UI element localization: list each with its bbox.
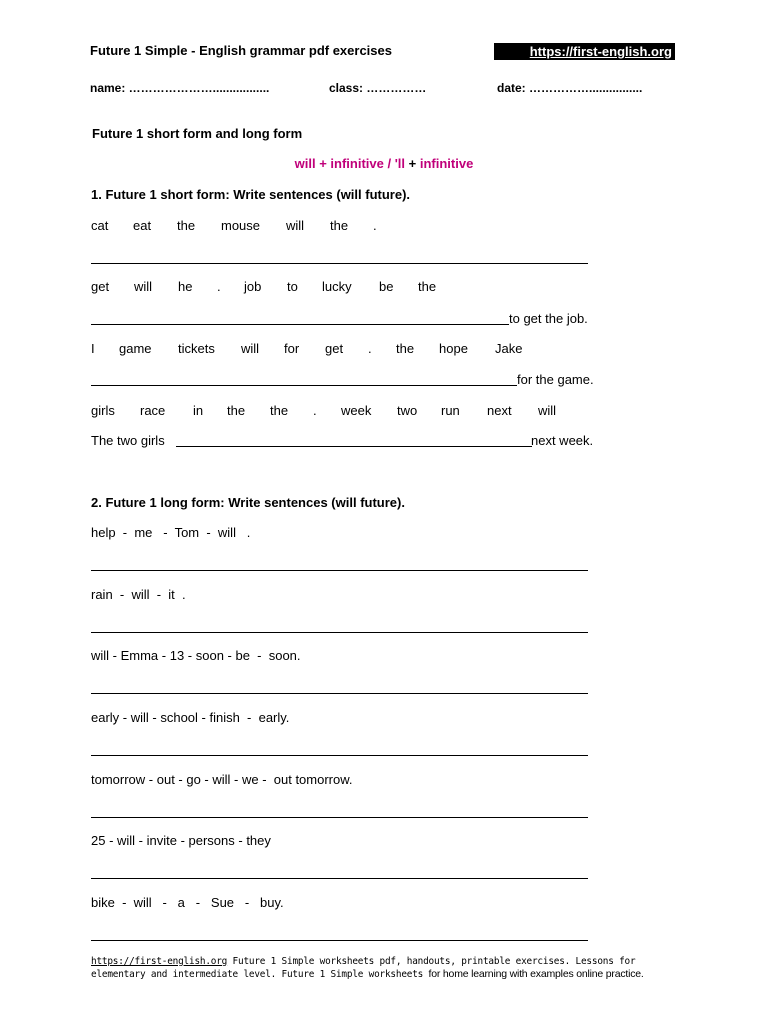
answer-line[interactable]: [91, 570, 588, 571]
formula-part1: will + infinitive / 'll: [294, 156, 406, 171]
answer-line[interactable]: [91, 755, 588, 756]
answer-line[interactable]: [91, 878, 588, 879]
word: game: [119, 341, 152, 356]
word: .: [313, 403, 317, 418]
answer-line[interactable]: [91, 817, 588, 818]
word: tickets: [178, 341, 215, 356]
sentence-ending: next week.: [531, 433, 594, 448]
word: lucky: [322, 279, 352, 294]
sentence-ending: for the game.: [517, 372, 594, 387]
word: .: [217, 279, 221, 294]
word: get: [91, 279, 110, 294]
answer-line[interactable]: [91, 693, 588, 694]
word: will: [134, 279, 153, 294]
footer-text: Future 1 Simple worksheets pdf, handouts, printable exercises. Lessons for elementary and intermediate level. Future 1 Simple worksheets: [91, 956, 636, 980]
ex2-prompt: 25 - will - invite - persons - they: [91, 833, 271, 848]
word: Jake: [495, 341, 523, 356]
word: .: [373, 218, 377, 233]
word: for: [284, 341, 300, 356]
section-title: Future 1 short form and long form: [92, 126, 303, 141]
word: two: [397, 403, 418, 418]
word: the: [418, 279, 437, 294]
ex2-prompt: early - will - school - finish - early.: [91, 710, 290, 725]
word: the: [227, 403, 246, 418]
formula-part2: infinitive: [419, 156, 474, 171]
answer-line[interactable]: [176, 446, 532, 447]
word: be: [379, 279, 394, 294]
word: run: [441, 403, 460, 418]
footer-note: [91, 956, 681, 981]
exercise1-heading: 1. Future 1 short form: Write sentences (will future).: [91, 187, 411, 202]
formula-plus: +: [408, 156, 417, 171]
ex2-prompt: bike - will - a - Sue - buy.: [91, 895, 284, 910]
word: mouse: [221, 218, 261, 233]
word: to: [287, 279, 298, 294]
ex2-prompt: help - me - Tom - will .: [91, 525, 251, 540]
answer-line[interactable]: [91, 632, 588, 633]
word: week: [341, 403, 372, 418]
word: the: [270, 403, 289, 418]
word: I: [91, 341, 95, 356]
word: will: [286, 218, 305, 233]
class-field[interactable]: class: ……………: [329, 81, 427, 95]
exercise2-heading: 2. Future 1 long form: Write sentences (will future).: [91, 495, 405, 510]
word: get: [325, 341, 344, 356]
name-field[interactable]: name: ………………….................: [90, 81, 270, 95]
word: will: [241, 341, 260, 356]
word: next: [487, 403, 512, 418]
date-field[interactable]: date: ……………................: [497, 81, 643, 95]
footer-text-end: for home learning with examples online practice.: [428, 968, 644, 980]
sentence-ending: to get the job.: [509, 311, 588, 326]
answer-line[interactable]: [91, 940, 588, 941]
answer-line[interactable]: [91, 385, 517, 386]
word: the: [177, 218, 196, 233]
sentence-start: The two girls: [91, 433, 165, 448]
word: the: [396, 341, 415, 356]
answer-line[interactable]: [91, 324, 509, 325]
word: cat: [91, 218, 109, 233]
word: .: [368, 341, 372, 356]
word: hope: [439, 341, 468, 356]
ex2-prompt: rain - will - it .: [91, 587, 186, 602]
word: the: [330, 218, 349, 233]
word: in: [193, 403, 204, 418]
ex2-prompt: will - Emma - 13 - soon - be - soon.: [91, 648, 301, 663]
footer-link[interactable]: https://first-english.org: [91, 956, 228, 967]
word: race: [140, 403, 166, 418]
word: job: [244, 279, 262, 294]
worksheet-title: Future 1 Simple - English grammar pdf exercises: [90, 43, 392, 58]
word: girls: [91, 403, 115, 418]
answer-line[interactable]: [91, 263, 588, 264]
word: he: [178, 279, 193, 294]
word: eat: [133, 218, 152, 233]
word: will: [538, 403, 557, 418]
ex2-prompt: tomorrow - out - go - will - we - out tomorrow.: [91, 772, 353, 787]
site-url-link[interactable]: https://first-english.org: [494, 43, 675, 60]
formula: [0, 156, 768, 171]
